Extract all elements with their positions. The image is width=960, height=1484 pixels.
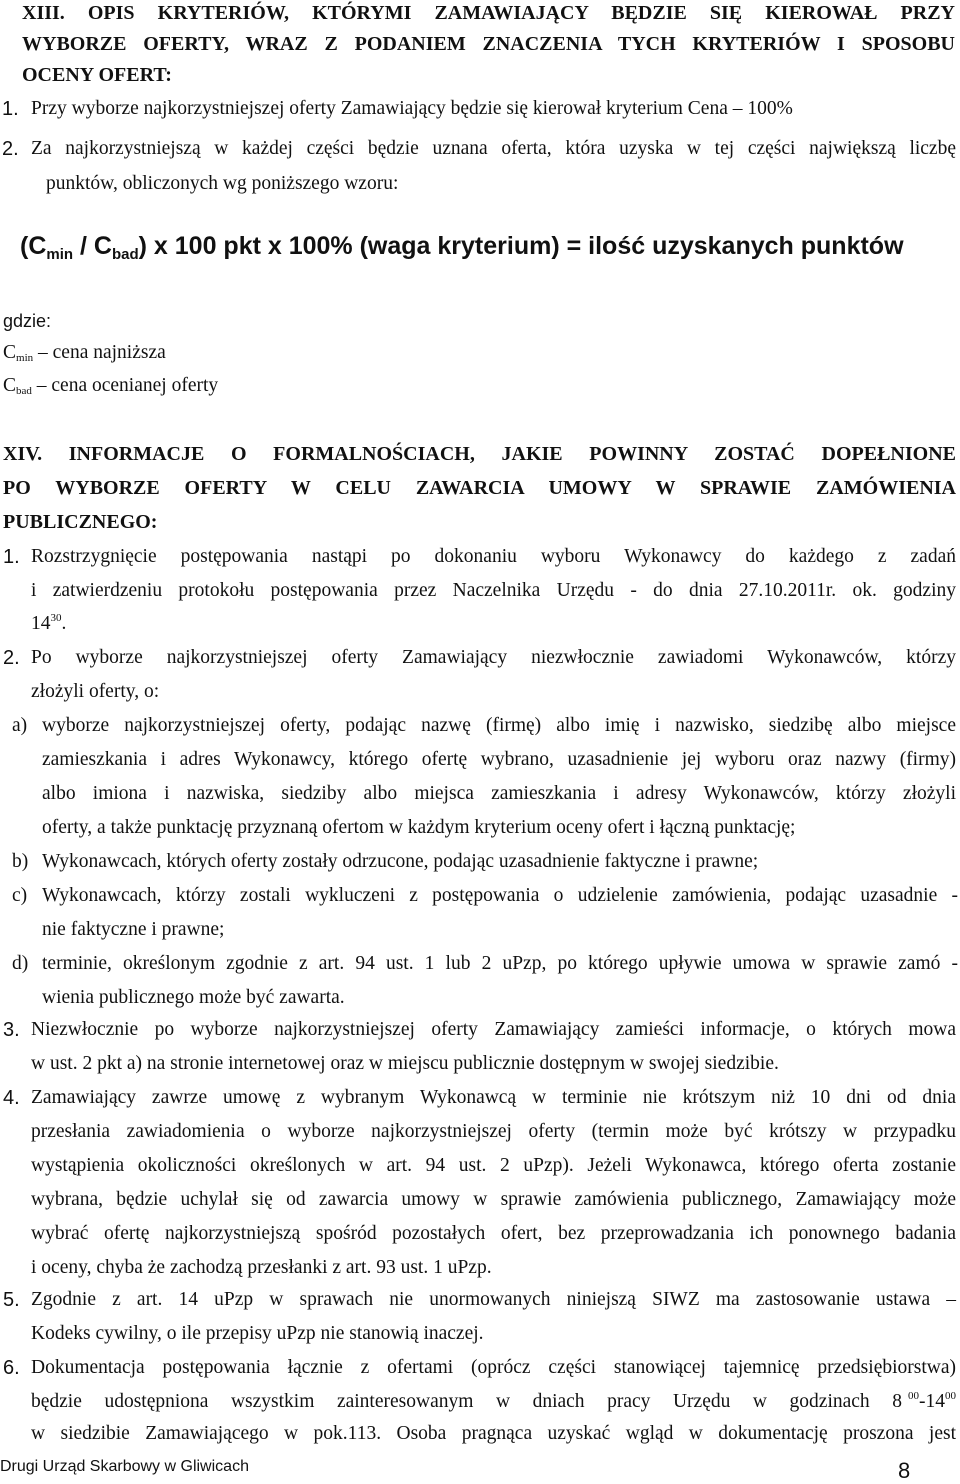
section-14-heading-line1: XIV. INFORMACJE O FORMALNOŚCIACH, JAKIE POWINNY ZOSTAĆ DOPEŁNIONE — [3, 443, 956, 465]
list-label: d) — [12, 953, 29, 974]
section-14-point-6-line2: będzie udostępniona wszystkim zainteresowanym w dniach pracy Urzędu w godzinach 8 $^{00}-14^{00}$ — [31, 1390, 956, 1412]
notice-a-line4: oferty, a także punktację przyznaną ofertom w każdym kryterium oceny ofert i łączną punktację; — [42, 817, 796, 838]
notice-b-line1: Wykonawcach, których oferty zostały odrzucone, podając uzasadnienie faktyczne i prawne; — [42, 851, 759, 872]
notice-d-line2: wienia publicznego może być zawarta. — [42, 987, 345, 1008]
page-number: 8 — [898, 1458, 911, 1483]
notice-c-line1: Wykonawcach, którzy zostali wykluczeni z postępowania o udzielenie zamówienia, podając uzasadnie - — [42, 885, 958, 906]
item-number: 4. — [3, 1087, 20, 1109]
footer-office-name: Drugi Urząd Skarbowy w Gliwicach — [0, 1458, 249, 1475]
notice-a-line1: wyborze najkorzystniejszej oferty, podając nazwę (firmę) albo imię i nazwisko, siedzibę albo miejsce — [42, 715, 956, 736]
section-13-heading-line2: WYBORZE OFERTY, WRAZ Z PODANIEM ZNACZENIA TYCH KRYTERIÓW I SPOSOBU — [22, 33, 955, 55]
notice-d-line1: terminie, określonym zgodnie z art. 94 ust. 1 lub 2 uPzp, po którego upływie umowa w sprawie zamó - — [42, 953, 958, 974]
section-13-heading-line1: XIII. OPIS KRYTERIÓW, KTÓRYMI ZAMAWIAJĄCY BĘDZIE SIĘ KIEROWAŁ PRZY — [22, 2, 955, 24]
section-14-point-3-line2: w ust. 2 pkt a) na stronie internetowej oraz w miejscu publicznie dostępnym w swojej siedzibie. — [31, 1053, 779, 1074]
section-13-point-2-line1: Za najkorzystniejszą w każdej części będzie uznana oferta, która uzyska w tej części największą liczbę — [31, 138, 956, 159]
section-14-point-4-line3: wystąpienia okoliczności określonych w art. 94 ust. 2 uPzp). Jeżeli Wykonawca, którego oferta zostanie — [31, 1155, 956, 1176]
section-14-point-6-line1: Dokumentacja postępowania łącznie z ofertami (oprócz części stanowiącej tajemnicę przedsiębiorstwa) — [31, 1357, 956, 1378]
item-number: 2. — [3, 647, 20, 669]
section-13-heading-line3: OCENY OFERT: — [22, 64, 172, 86]
notice-c-line2: nie faktyczne i prawne; — [42, 919, 225, 940]
section-14-point-1-line1: Rozstrzygnięcie postępowania nastąpi po dokonaniu wyboru Wykonawcy do każdego z zadań — [31, 546, 956, 567]
list-label: c) — [12, 885, 28, 906]
section-14-point-5-line1: Zgodnie z art. 14 uPzp w sprawach nie unormowanych niniejszą SIWZ ma zastosowanie ustawa – — [31, 1289, 956, 1310]
legend-cmin: $C_{min}$ – cena najniższa — [3, 342, 166, 364]
item-number: 2. — [2, 138, 19, 160]
section-14-point-6-line3: w siedzibie Zamawiającego w pok.113. Osoba pragnąca uzyskać wgląd w dokumentację proszona jest — [31, 1423, 956, 1444]
notice-a-line3: albo imiona i nazwiska, siedziby albo miejsca zamieszkania i adresy Wykonawców, którzy złożyli — [42, 783, 956, 804]
section-14-point-4-line5: wybrać ofertę najkorzystniejszą spośród pozostałych ofert, bez przeprowadzania ich ponownego badania — [31, 1223, 956, 1244]
list-label: b) — [12, 851, 29, 872]
legend-cbad: $C_{bad}$ – cena ocenianej oferty — [3, 375, 219, 397]
section-14-heading-line2: PO WYBORZE OFERTY W CELU ZAWARCIA UMOWY W SPRAWIE ZAMÓWIENIA — [3, 477, 956, 499]
section-14-point-2-line1: Po wyborze najkorzystniejszej oferty Zamawiający niezwłocznie zawiadomi Wykonawców, którzy — [31, 647, 956, 668]
item-number: 1. — [3, 546, 20, 568]
section-13-point-2-line2: punktów, obliczonych wg poniższego wzoru: — [46, 173, 399, 194]
list-label: a) — [12, 715, 28, 736]
item-number: 6. — [3, 1357, 20, 1379]
section-14-point-4-line4: wybrana, będzie uchylał się od zawarcia umowy w sprawie zamówienia publicznego, Zamawiający może — [31, 1189, 956, 1210]
section-14-heading-line3: PUBLICZNEGO: — [3, 511, 158, 533]
item-number: 3. — [3, 1019, 20, 1041]
section-14-point-4-line1: Zamawiający zawrze umowę z wybranym Wykonawcą w terminie nie krótszym niż 10 dni od dnia — [31, 1087, 956, 1108]
section-14-point-4-line6: i oceny, chyba że zachodzą przesłanki z art. 93 ust. 1 uPzp. — [31, 1257, 492, 1278]
section-14-point-4-line2: przesłania zawiadomienia o wyborze najkorzystniejszej oferty (termin może być krótszy w przypadku — [31, 1121, 956, 1142]
section-13-point-1: Przy wyborze najkorzystniejszej oferty Zamawiający będzie się kierował kryterium Cena – 100% — [31, 98, 793, 119]
section-14-point-5-line2: Kodeks cywilny, o ile przepisy uPzp nie stanowią inaczej. — [31, 1323, 484, 1344]
scoring-formula: $(C_{min} / C_{bad})$ x 100 pkt x 100% (waga kryterium) = ilość uzyskanych punktów — [20, 232, 904, 263]
section-14-point-1-line2: i zatwierdzeniu protokołu postępowania przez Naczelnika Urzędu - do dnia 27.10.2011r. ok. godziny — [31, 580, 956, 601]
item-number: 5. — [3, 1289, 20, 1311]
section-14-point-1-line3: $14^{30}$. — [31, 612, 67, 634]
item-number: 1. — [2, 98, 19, 120]
notice-a-line2: zamieszkania i adres Wykonawcy, którego ofertę wybrano, uzasadnienie jej wyboru oraz nazwy (firmy) — [42, 749, 956, 770]
legend-where: gdzie: — [3, 311, 52, 331]
section-14-point-3-line1: Niezwłocznie po wyborze najkorzystniejszej oferty Zamawiający zamieści informacje, o których mowa — [31, 1019, 956, 1040]
section-14-point-2-line2: złożyli oferty, o: — [31, 681, 160, 702]
